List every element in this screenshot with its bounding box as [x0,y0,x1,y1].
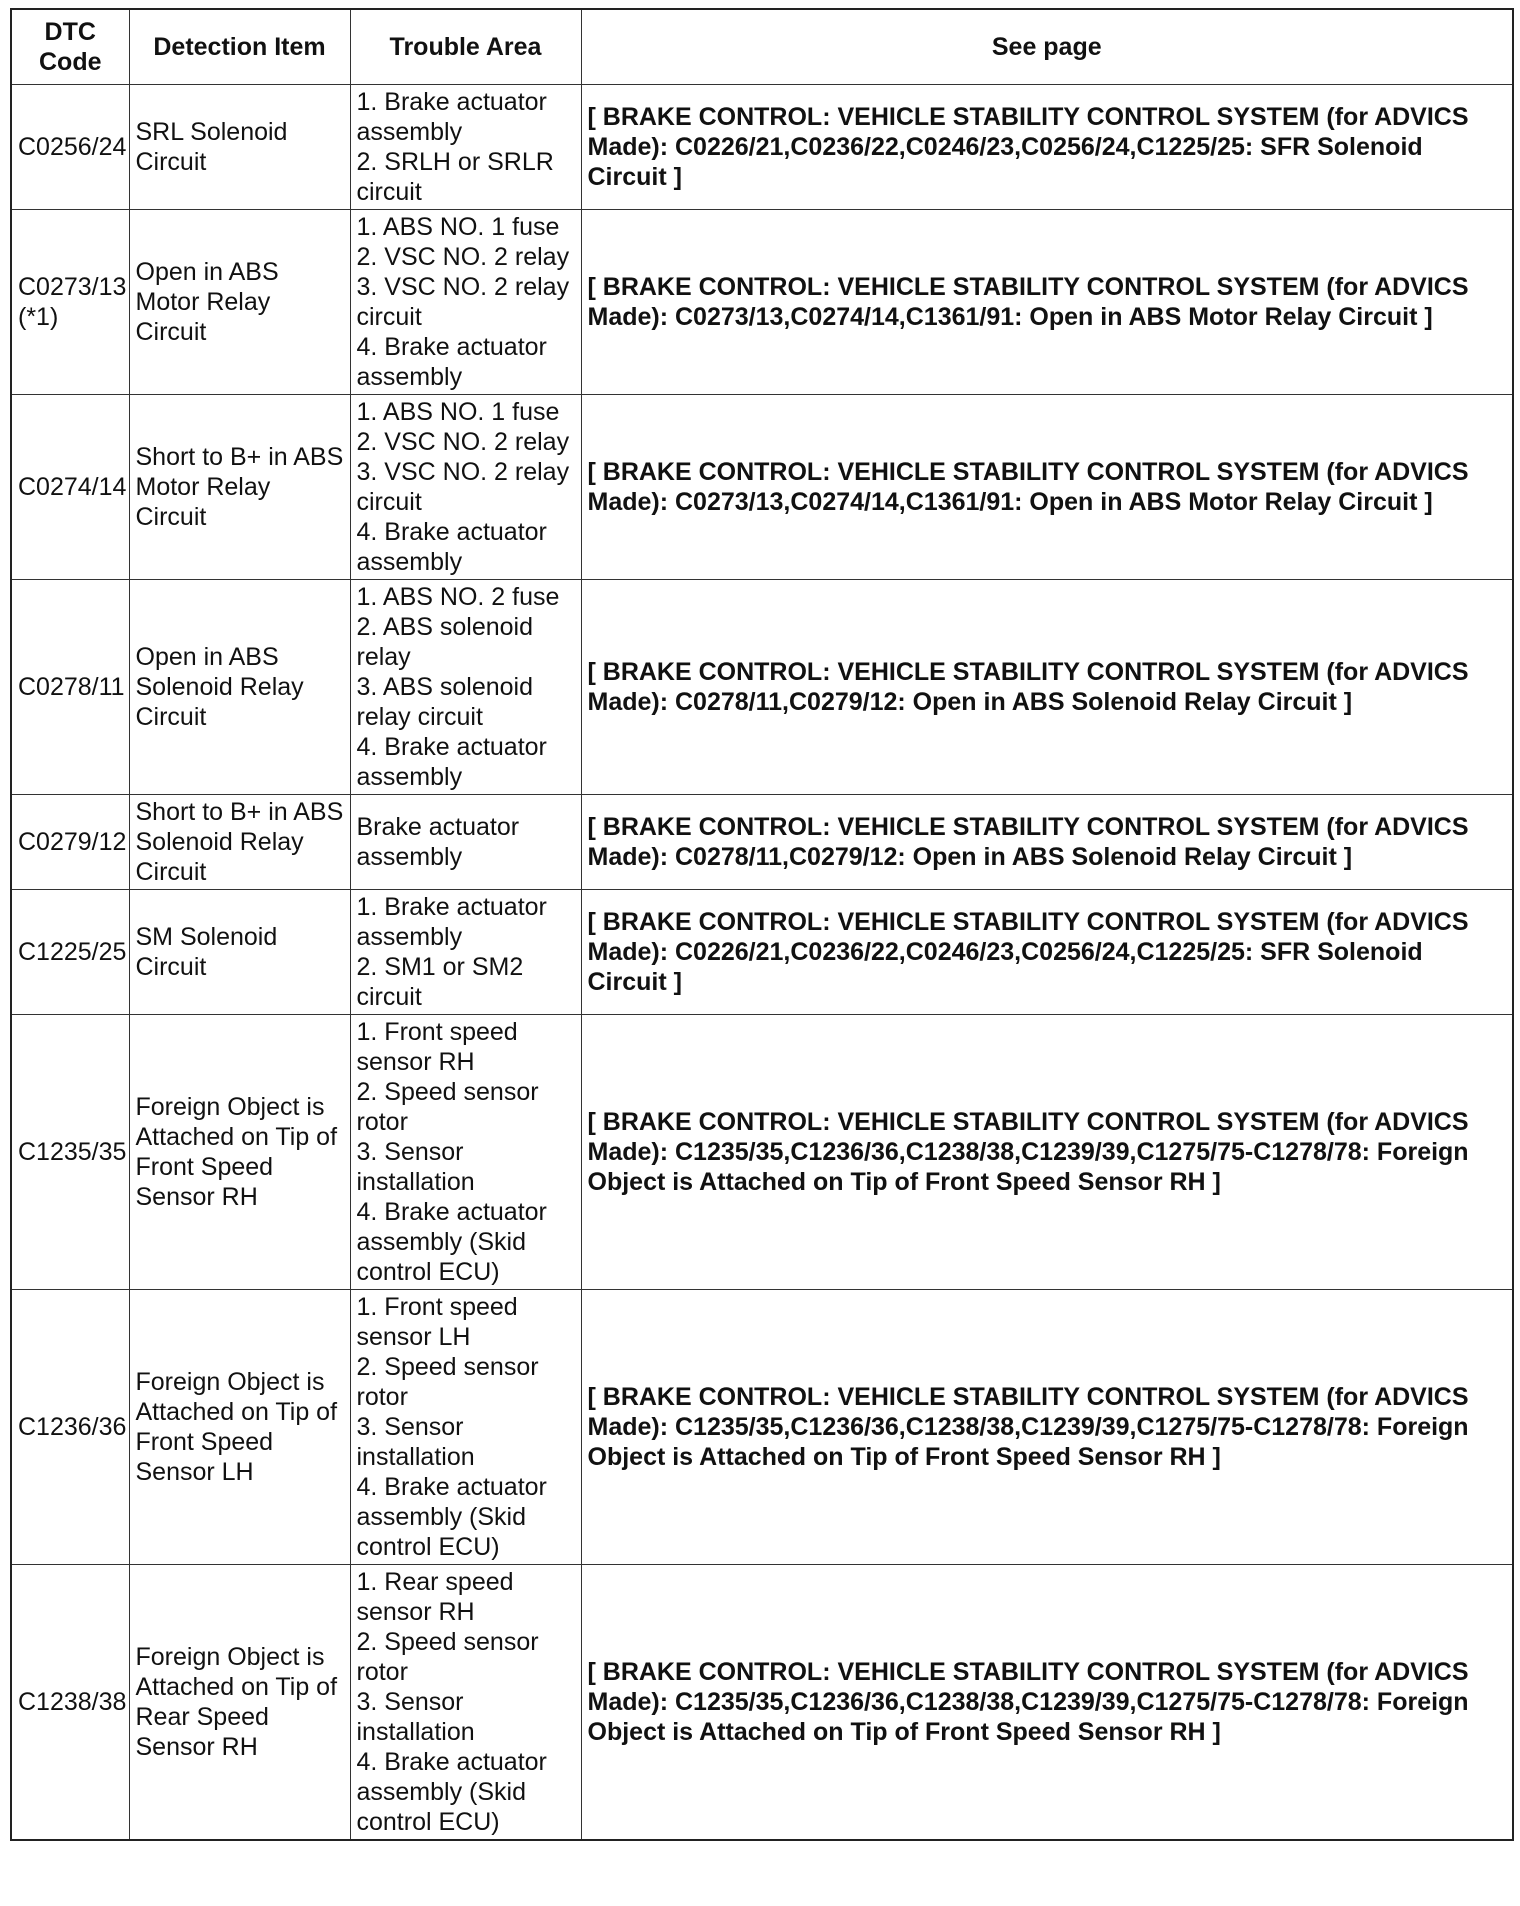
detection-item-cell: Open in ABS Solenoid Relay Circuit [129,580,350,795]
table-row [11,210,1513,395]
trouble-area-cell [350,210,581,395]
trouble-area-item: 2. Speed sensor rotor [356,1628,539,1686]
trouble-area-item: 1. Front speed sensor RH [356,1018,518,1076]
trouble-area-item: 3. Sensor installation [356,1688,475,1746]
dtc-code-cell [11,1290,129,1565]
table-row [11,1565,1513,1841]
trouble-area-item: 3. VSC NO. 2 relay circuit [356,273,570,331]
trouble-area-cell [350,890,581,1015]
trouble-area-item: 4. Brake actuator assembly [356,518,547,576]
dtc-code-cell [11,210,129,395]
table-row [11,580,1513,795]
header-row [11,9,1513,85]
trouble-area-cell [350,580,581,795]
header-see-page: See page [581,9,1513,85]
see-page-link[interactable]: [ BRAKE CONTROL: VEHICLE STABILITY CONTROL SYSTEM (for ADVICS Made): C0278/11,C0279/12: Open in ABS Solenoid Relay Circuit ] [581,580,1513,795]
dtc-table [10,8,1514,1841]
table-row [11,795,1513,890]
dtc-code-cell [11,795,129,890]
dtc-code-cell [11,1015,129,1290]
trouble-area-item: 4. Brake actuator assembly [356,333,547,391]
detection-item-cell: Short to B+ in ABS Solenoid Relay Circuit [129,795,350,890]
dtc-code: C1236/36 [18,1413,127,1441]
detection-item-cell: SM Solenoid Circuit [129,890,350,1015]
trouble-area-item: 2. Speed sensor rotor [356,1078,539,1136]
trouble-area-item: 1. Front speed sensor LH [356,1293,518,1351]
table-row [11,890,1513,1015]
dtc-code: C1235/35 [18,1138,127,1166]
trouble-area-item: 4. Brake actuator assembly (Skid control ECU) [356,1748,547,1836]
trouble-area-item: 3. VSC NO. 2 relay circuit [356,458,570,516]
trouble-area-item: 4. Brake actuator assembly [356,733,547,791]
trouble-area-item: 1. ABS NO. 2 fuse [356,583,560,611]
header-dtc-code: DTC Code [11,9,129,85]
trouble-area-item: 1. ABS NO. 1 fuse [356,398,560,426]
dtc-code: C0279/12 [18,828,127,856]
trouble-area-item: 2. VSC NO. 2 relay [356,243,570,271]
dtc-code: C0273/13 [18,273,127,301]
table-row [11,395,1513,580]
trouble-area-item: 2. Speed sensor rotor [356,1353,539,1411]
dtc-code-cell [11,890,129,1015]
dtc-code-cell [11,580,129,795]
trouble-area-item: 4. Brake actuator assembly (Skid control ECU) [356,1473,547,1561]
trouble-area-item: 4. Brake actuator assembly (Skid control ECU) [356,1198,547,1286]
table-row [11,1290,1513,1565]
trouble-area-item: 1. Brake actuator assembly [356,88,547,146]
trouble-area-item: 1. Rear speed sensor RH [356,1568,514,1626]
trouble-area-item: 1. Brake actuator assembly [356,893,547,951]
dtc-code-cell [11,85,129,210]
trouble-area-cell [350,795,581,890]
detection-item-cell: Foreign Object is Attached on Tip of Front Speed Sensor LH [129,1290,350,1565]
trouble-area-cell [350,1015,581,1290]
trouble-area-item: 3. Sensor installation [356,1413,475,1471]
header-detection-item: Detection Item [129,9,350,85]
table-row [11,85,1513,210]
detection-item-cell: Open in ABS Motor Relay Circuit [129,210,350,395]
detection-item-cell: Foreign Object is Attached on Tip of Rear Speed Sensor RH [129,1565,350,1841]
trouble-area-cell [350,395,581,580]
see-page-link[interactable]: [ BRAKE CONTROL: VEHICLE STABILITY CONTROL SYSTEM (for ADVICS Made): C1235/35,C1236/36,C1238/38,C1239/39,C1275/75-C1278/78: Foreign Object is Attached on Tip of Front Speed Sensor RH ] [581,1565,1513,1841]
trouble-area-item: Brake actuator assembly [356,813,520,871]
detection-item-cell: Short to B+ in ABS Motor Relay Circuit [129,395,350,580]
trouble-area-item: 3. Sensor installation [356,1138,475,1196]
table-row [11,1015,1513,1290]
trouble-area-item: 2. SM1 or SM2 circuit [356,953,524,1011]
header-trouble-area: Trouble Area [350,9,581,85]
dtc-code-cell [11,395,129,580]
trouble-area-cell [350,1565,581,1841]
dtc-code-note: (*1) [18,303,59,331]
trouble-area-item: 2. VSC NO. 2 relay [356,428,570,456]
dtc-code: C0256/24 [18,133,127,161]
see-page-link[interactable]: [ BRAKE CONTROL: VEHICLE STABILITY CONTROL SYSTEM (for ADVICS Made): C0273/13,C0274/14,C1361/91: Open in ABS Motor Relay Circuit ] [581,395,1513,580]
trouble-area-item: 2. ABS solenoid relay [356,613,534,671]
see-page-link[interactable]: [ BRAKE CONTROL: VEHICLE STABILITY CONTROL SYSTEM (for ADVICS Made): C1235/35,C1236/36,C1238/38,C1239/39,C1275/75-C1278/78: Foreign Object is Attached on Tip of Front Speed Sensor RH ] [581,1015,1513,1290]
see-page-link[interactable]: [ BRAKE CONTROL: VEHICLE STABILITY CONTROL SYSTEM (for ADVICS Made): C0273/13,C0274/14,C1361/91: Open in ABS Motor Relay Circuit ] [581,210,1513,395]
table-body [11,85,1513,1841]
see-page-link[interactable]: [ BRAKE CONTROL: VEHICLE STABILITY CONTROL SYSTEM (for ADVICS Made): C1235/35,C1236/36,C1238/38,C1239/39,C1275/75-C1278/78: Foreign Object is Attached on Tip of Front Speed Sensor RH ] [581,1290,1513,1565]
see-page-link[interactable]: [ BRAKE CONTROL: VEHICLE STABILITY CONTROL SYSTEM (for ADVICS Made): C0278/11,C0279/12: Open in ABS Solenoid Relay Circuit ] [581,795,1513,890]
trouble-area-item: 3. ABS solenoid relay circuit [356,673,534,731]
trouble-area-item: 1. ABS NO. 1 fuse [356,213,560,241]
trouble-area-item: 2. SRLH or SRLR circuit [356,148,554,206]
dtc-code: C1225/25 [18,938,127,966]
detection-item-cell: SRL Solenoid Circuit [129,85,350,210]
dtc-code: C0274/14 [18,473,127,501]
trouble-area-cell [350,85,581,210]
dtc-code: C0278/11 [18,673,125,701]
trouble-area-cell [350,1290,581,1565]
see-page-link[interactable]: [ BRAKE CONTROL: VEHICLE STABILITY CONTROL SYSTEM (for ADVICS Made): C0226/21,C0236/22,C0246/23,C0256/24,C1225/25: SFR Solenoid Circuit ] [581,890,1513,1015]
see-page-link[interactable]: [ BRAKE CONTROL: VEHICLE STABILITY CONTROL SYSTEM (for ADVICS Made): C0226/21,C0236/22,C0246/23,C0256/24,C1225/25: SFR Solenoid Circuit ] [581,85,1513,210]
dtc-code-cell [11,1565,129,1841]
detection-item-cell: Foreign Object is Attached on Tip of Front Speed Sensor RH [129,1015,350,1290]
dtc-code: C1238/38 [18,1688,127,1716]
